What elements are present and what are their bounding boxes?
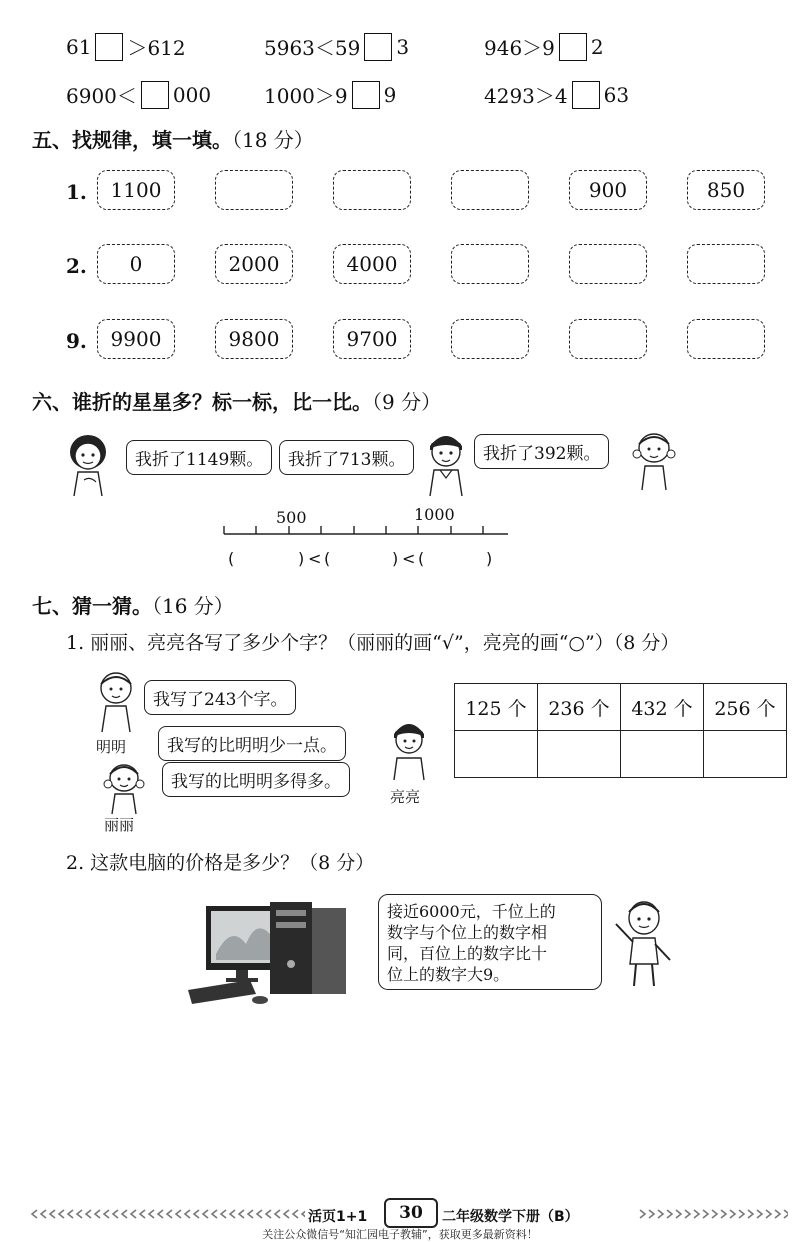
answer-blank[interactable] xyxy=(141,81,169,109)
answer-cell[interactable] xyxy=(538,731,621,778)
less-than-1: < xyxy=(308,549,322,568)
sequence-box[interactable]: 9900 xyxy=(97,319,175,359)
answer-cell[interactable] xyxy=(704,731,787,778)
sequence-box[interactable] xyxy=(687,319,765,359)
girl-illustration xyxy=(60,430,116,498)
option-cell: 432 个 xyxy=(621,684,704,731)
section-7-title: 七、猜一猜。（16 分） xyxy=(32,594,234,618)
answer-blank[interactable] xyxy=(364,33,392,61)
inequality-4: 6900＜ 000 xyxy=(66,82,212,108)
computer-illustration xyxy=(186,894,352,1012)
sequence-box[interactable] xyxy=(687,244,765,284)
inequality-2: 5963＜59 3 xyxy=(264,34,410,60)
sequence-box[interactable]: 9800 xyxy=(215,319,293,359)
sequence-box[interactable]: 850 xyxy=(687,170,765,210)
row-label: 9. xyxy=(66,329,87,353)
answer-cell[interactable] xyxy=(621,731,704,778)
sequence-box[interactable] xyxy=(569,244,647,284)
speech-bubble-713: 我折了713颗。 xyxy=(279,440,414,475)
girl-lili-illustration xyxy=(94,758,154,816)
option-cell: 236 个 xyxy=(538,684,621,731)
sequence-box[interactable] xyxy=(215,170,293,210)
speech-bubble-392: 我折了392颗。 xyxy=(474,434,609,469)
sequence-box[interactable]: 0 xyxy=(97,244,175,284)
option-cell: 256 个 xyxy=(704,684,787,731)
less-than-2: < xyxy=(402,549,416,568)
sequence-box[interactable] xyxy=(451,319,529,359)
compare-open-2: ( xyxy=(324,549,331,568)
girl-illustration xyxy=(624,426,684,492)
row-label: 2. xyxy=(66,254,87,278)
boy-illustration xyxy=(418,426,474,498)
compare-open-3: ( xyxy=(418,549,425,568)
boy-liangliang-illustration xyxy=(384,714,434,782)
clue-line: 同，百位上的数字比十 xyxy=(387,944,548,963)
answer-blank[interactable] xyxy=(352,81,380,109)
answer-blank[interactable] xyxy=(559,33,587,61)
speech-bubble-1149: 我折了1149颗。 xyxy=(126,440,272,475)
sequence-box[interactable] xyxy=(569,319,647,359)
speech-bubble-more: 我写的比明明多得多。 xyxy=(162,762,350,797)
answer-blank[interactable] xyxy=(572,81,600,109)
table-row xyxy=(455,731,787,778)
sequence-box[interactable]: 900 xyxy=(569,170,647,210)
footer-note: 关注公众微信号“知汇园电子教辅”，获取更多最新资料！ xyxy=(262,1228,538,1241)
sequence-box[interactable] xyxy=(333,170,411,210)
price-clue-bubble xyxy=(378,894,602,990)
number-line xyxy=(0,500,800,550)
footer-arrows-left xyxy=(30,1208,305,1220)
section-6-title: 六、谁折的星星多？标一标，比一比。（9 分） xyxy=(32,390,442,414)
sequence-box[interactable]: 4000 xyxy=(333,244,411,284)
sequence-box[interactable]: 9700 xyxy=(333,319,411,359)
clue-line: 数字与个位上的数字相 xyxy=(387,923,548,942)
table-row xyxy=(455,684,787,731)
footer-arrows-right xyxy=(638,1208,788,1220)
answer-blank[interactable] xyxy=(95,33,123,61)
compare-open-1: ( xyxy=(228,549,235,568)
question-7-2: 2. 这款电脑的价格是多少？（8 分） xyxy=(66,852,375,874)
name-lili: 丽丽 xyxy=(104,816,135,834)
sequence-box[interactable] xyxy=(451,244,529,284)
inequality-1: 61 ＞612 xyxy=(66,34,186,60)
inequality-5: 1000＞9 9 xyxy=(264,82,397,108)
answer-cell[interactable] xyxy=(455,731,538,778)
section-5-title: 五、找规律，填一填。（18 分） xyxy=(32,128,314,152)
speech-bubble-less: 我写的比明明少一点。 xyxy=(158,726,346,761)
question-7-1: 1. 丽丽、亮亮各写了多少个字？（丽丽的画“√”，亮亮的画“○”）（8 分） xyxy=(66,632,680,654)
footer-series: 活页1+1 xyxy=(308,1209,368,1225)
boy-pointing-illustration xyxy=(608,894,678,992)
option-cell: 125 个 xyxy=(455,684,538,731)
compare-close-1: ) xyxy=(298,549,305,568)
word-count-options-table xyxy=(454,683,787,778)
name-mingming: 明明 xyxy=(96,738,127,756)
axis-label-500: 500 xyxy=(276,508,307,527)
name-liangliang: 亮亮 xyxy=(390,788,421,806)
page-number: 30 xyxy=(384,1198,438,1228)
inequality-3: 946＞9 2 xyxy=(484,34,604,60)
sequence-box[interactable] xyxy=(451,170,529,210)
sequence-box[interactable]: 2000 xyxy=(215,244,293,284)
sequence-box[interactable]: 1100 xyxy=(97,170,175,210)
axis-label-1000: 1000 xyxy=(414,505,455,524)
compare-close-3: ) xyxy=(486,549,493,568)
inequality-6: 4293＞4 63 xyxy=(484,82,630,108)
boy-mingming-illustration xyxy=(88,668,144,734)
row-label: 1. xyxy=(66,180,87,204)
clue-line: 位上的数字大9。 xyxy=(387,965,510,984)
speech-bubble-243: 我写了243个字。 xyxy=(144,680,296,715)
compare-close-2: ) xyxy=(392,549,399,568)
footer-book-title: 二年级数学下册（B） xyxy=(442,1209,579,1225)
clue-line: 接近6000元，千位上的 xyxy=(387,902,556,921)
